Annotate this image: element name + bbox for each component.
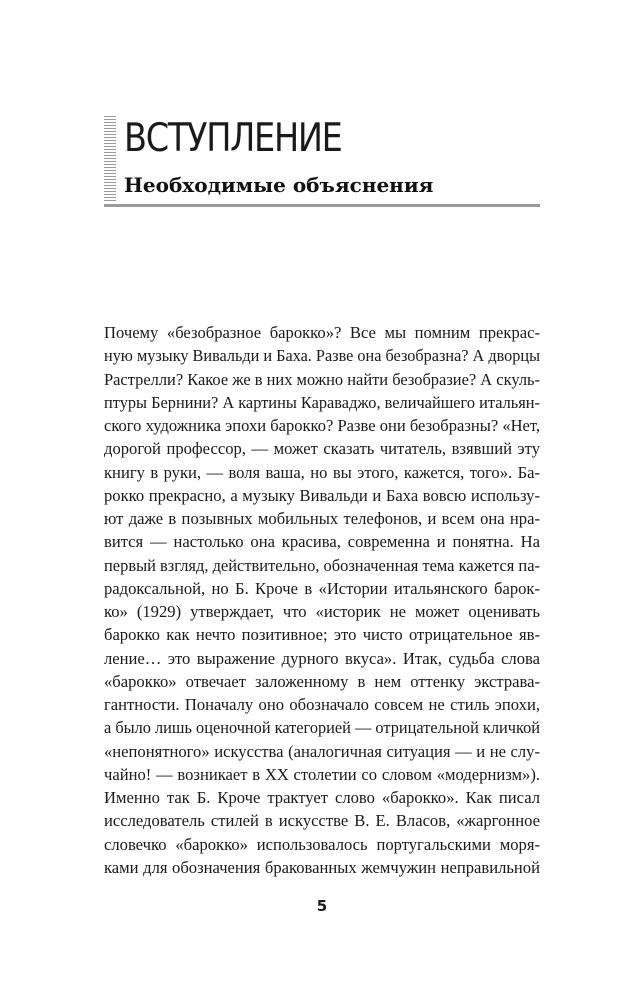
body-line: первый взгляд, действительно, обозначенная тема кажется па- — [104, 555, 540, 575]
body-line: а было лишь оценочной категорией — отрицательной кличкой — [104, 718, 540, 738]
body-line: Почему «безобразное барокко»? Все мы помним прекрас- — [104, 323, 540, 342]
body-line: «барокко» отвечает заложенному в нем оттенку экстрава- — [104, 671, 540, 691]
body-line: ками для обозначения бракованных жемчужин неправильной — [104, 857, 540, 877]
body-line: ко» (1929) утверждает, что «историк не может оценивать — [104, 602, 540, 621]
body-line: «непонятного» искусства (аналогичная ситуация — и не слу- — [104, 741, 540, 761]
chapter-subtitle: Необходимые объяснения — [124, 173, 434, 197]
body-line: птуры Бернини? А картины Караваджо, величайшего итальян- — [104, 392, 540, 412]
body-line: рокко прекрасно, а музыку Вивальди и Баха вовсю использу- — [104, 485, 540, 505]
body-line: дорогой профессор, — может сказать читатель, взявший эту — [104, 439, 540, 459]
body-line: радоксальной, но Б. Кроче в «Истории итальянского барок- — [104, 578, 540, 598]
page-number: 5 — [316, 897, 328, 915]
body-line: чайно! — возникает в XX столетии со словом «модернизм»). — [104, 764, 540, 784]
body-line: Именно так Б. Кроче трактует слово «барокко». Как писал — [104, 788, 540, 807]
body-line: ление… это выражение дурного вкуса». Итак, судьба слова — [104, 648, 540, 668]
body-line: вится — настолько она красива, современна и понятна. На — [104, 532, 540, 552]
body-line: книгу в руки, — воля ваша, но вы этого, кажется, того». Ба- — [104, 462, 540, 482]
body-line: исследователь стилей в искусстве В. Е. Власов, «жаргонное — [104, 811, 540, 831]
chapter-title: ВСТУПЛЕНИЕ — [124, 116, 342, 161]
body-line: гантности. Поначалу оно обозначало совсем не стиль эпохи, — [104, 695, 540, 714]
body-text — [104, 321, 540, 879]
body-line: ют даже в позывных мобильных телефонов, и всем она нра- — [104, 509, 540, 528]
body-line: ную музыку Вивальди и Баха. Разве она безобразна? А дворцы — [104, 346, 540, 366]
body-line: словечко «барокко» использовалось португальскими моря- — [104, 834, 540, 854]
decorative-hatch-bar — [104, 116, 116, 202]
body-line: ского художника эпохи барокко? Разве они безобразны? «Нет, — [104, 416, 540, 435]
heading-rule — [104, 204, 540, 207]
body-line: Растрелли? Какое же в них можно найти безобразие? А скуль- — [104, 369, 540, 389]
body-line: барокко как нечто позитивное; это чисто отрицательное яв- — [104, 625, 540, 645]
